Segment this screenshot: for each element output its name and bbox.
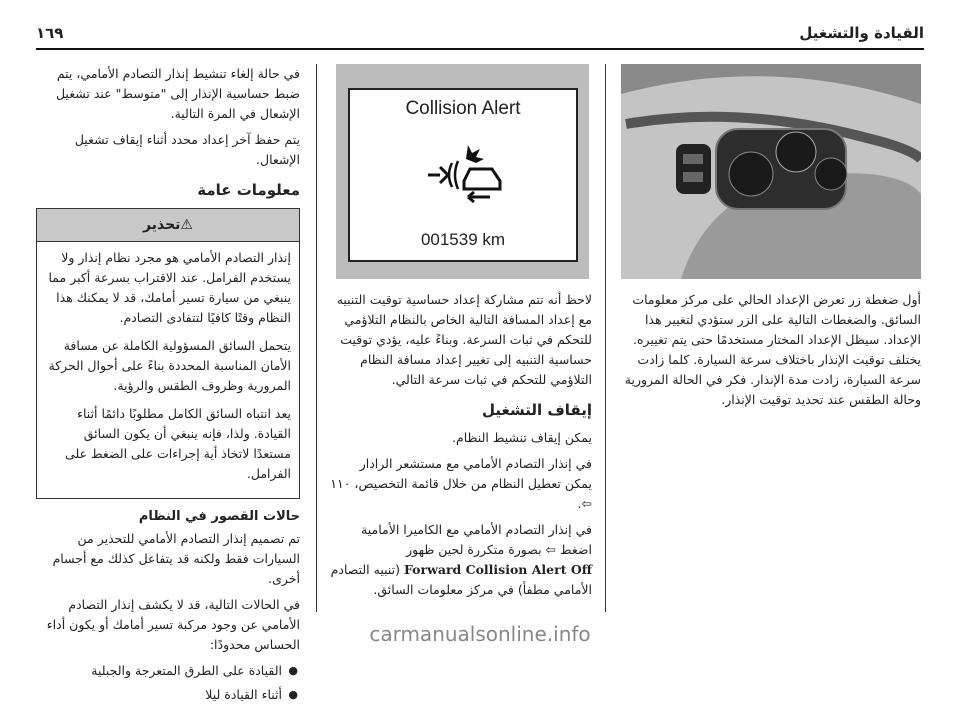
warning-box — [36, 208, 300, 499]
paragraph: يمكن إيقاف تنشيط النظام. — [452, 430, 592, 445]
steering-wheel-figure — [621, 64, 921, 279]
paragraph: في الحالات التالية، قد لا يكشف إنذار التصادم الأمامي عن وجود مركبة تسير أمامك أو يكون أداء الحساس محدودًا: — [46, 597, 300, 652]
column-left — [621, 290, 921, 416]
instrument-display-figure — [336, 64, 589, 279]
page-header — [36, 24, 924, 50]
display-odometer: 001539 km — [420, 230, 506, 249]
bullet-list — [36, 661, 300, 705]
column-divider — [316, 64, 317, 612]
page-number: ١٦٩ — [36, 24, 64, 42]
column-middle — [330, 290, 592, 600]
paragraph: (تنبيه التصادم الأمامي مطفأ) في مركز معلومات السائق. — [330, 562, 592, 597]
paragraph: في إنذار التصادم الأمامي مع الكاميرا الأمامية اضغط ⇦ بصورة متكررة لحين ظهور — [361, 522, 592, 557]
paragraph: تم تصميم إنذار التصادم الأمامي للتحذير من السيارات فقط ولكنه قد يتفاعل كذلك مع أجسام أخرى. — [52, 531, 300, 586]
list-item: ● القيادة على الطرق المتعرجة والجبلية — [36, 661, 282, 681]
steering-wheel-illustration — [621, 64, 921, 279]
header-rule — [36, 48, 924, 50]
list-item: ● أثناء القيادة ليلا — [36, 685, 282, 705]
heading-disable: إيقاف التشغيل — [482, 401, 592, 419]
paragraph: لاحظ أنه تتم مشاركة إعداد حساسية توقيت التنبيه مع إعداد المسافة التالية الخاص بالنظام التلاؤمي للتحكم في ثبات السرعة. وبناءً عليه، يؤدي توقيت حساسية التنبيه إلى تغيير إعداد مسافة النظام التلاؤمي للتحكم في ثبات سرعة التالي. — [336, 292, 592, 387]
heading-general: معلومات عامة — [197, 181, 300, 199]
warning-text: إنذار التصادم الأمامي هو مجرد نظام إنذار ولا يستخدم الفرامل. عند الاقتراب بسرعة أكبر مما ينبغي من سيارة تسير أمامك، قد لا يمكنك هذا النظام وقتًا كافيًا لتتفادى التصادم. — [48, 250, 291, 325]
warning-text: يتحمل السائق المسؤولية الكاملة عن مسافة الأمان المناسبة المحددة بناءً على أحوال الحركة المرورية وظروف الطقس والرؤية. — [48, 338, 291, 393]
menu-text: Forward Collision Alert Off — [403, 562, 592, 577]
column-right — [36, 64, 300, 709]
collision-alert-icon — [420, 135, 510, 205]
paragraph: يتم حفظ آخر إعداد محدد أثناء إيقاف تشغيل الإشعال. — [74, 132, 300, 167]
paragraph: في حالة إلغاء تنشيط إنذار التصادم الأمامي، يتم ضبط حساسية الإنذار إلى "متوسط" عند تشغيل الإشعال في المرة التالية. — [55, 66, 300, 121]
heading-limits: حالات القصور في النظام — [138, 509, 300, 524]
column-divider — [605, 64, 606, 612]
display-screen — [348, 88, 578, 262]
paragraph: أول ضغطة زر تعرض الإعداد الحالي على مركز معلومات السائق. والضغطات التالية على الزر ستؤدي لتغيير هذا الإعداد. سيظل الإعداد المختار مستخدمًا حتى يتم تغييره. يختلف توقيت الإنذار باختلاف سرعة السيارة. كلما زادت سرعة السيارة، زادت مدة الإنذار. فكر في الحالة المرورية وحالة الطقس عند تحديد توقيت الإنذار. — [624, 292, 921, 407]
warning-text: يعد انتباه السائق الكامل مطلوبًا دائمًا أثناء القيادة. ولذا، فإنه ينبغي أن يكون السائق مستعدًا لاتخاذ أية إجراءات على الضغط على الفرامل. — [65, 406, 291, 481]
section-title: القيادة والتشغيل — [799, 24, 924, 42]
watermark: carmanualsonline.info — [369, 622, 591, 646]
display-title: Collision Alert — [405, 98, 521, 119]
paragraph: في إنذار التصادم الأمامي مع مستشعر الرادار يمكن تعطيل النظام من خلال قائمة التخصيص، ١١٠ ⇦. — [330, 456, 592, 511]
warning-title: ⚠تحذير — [37, 209, 299, 242]
